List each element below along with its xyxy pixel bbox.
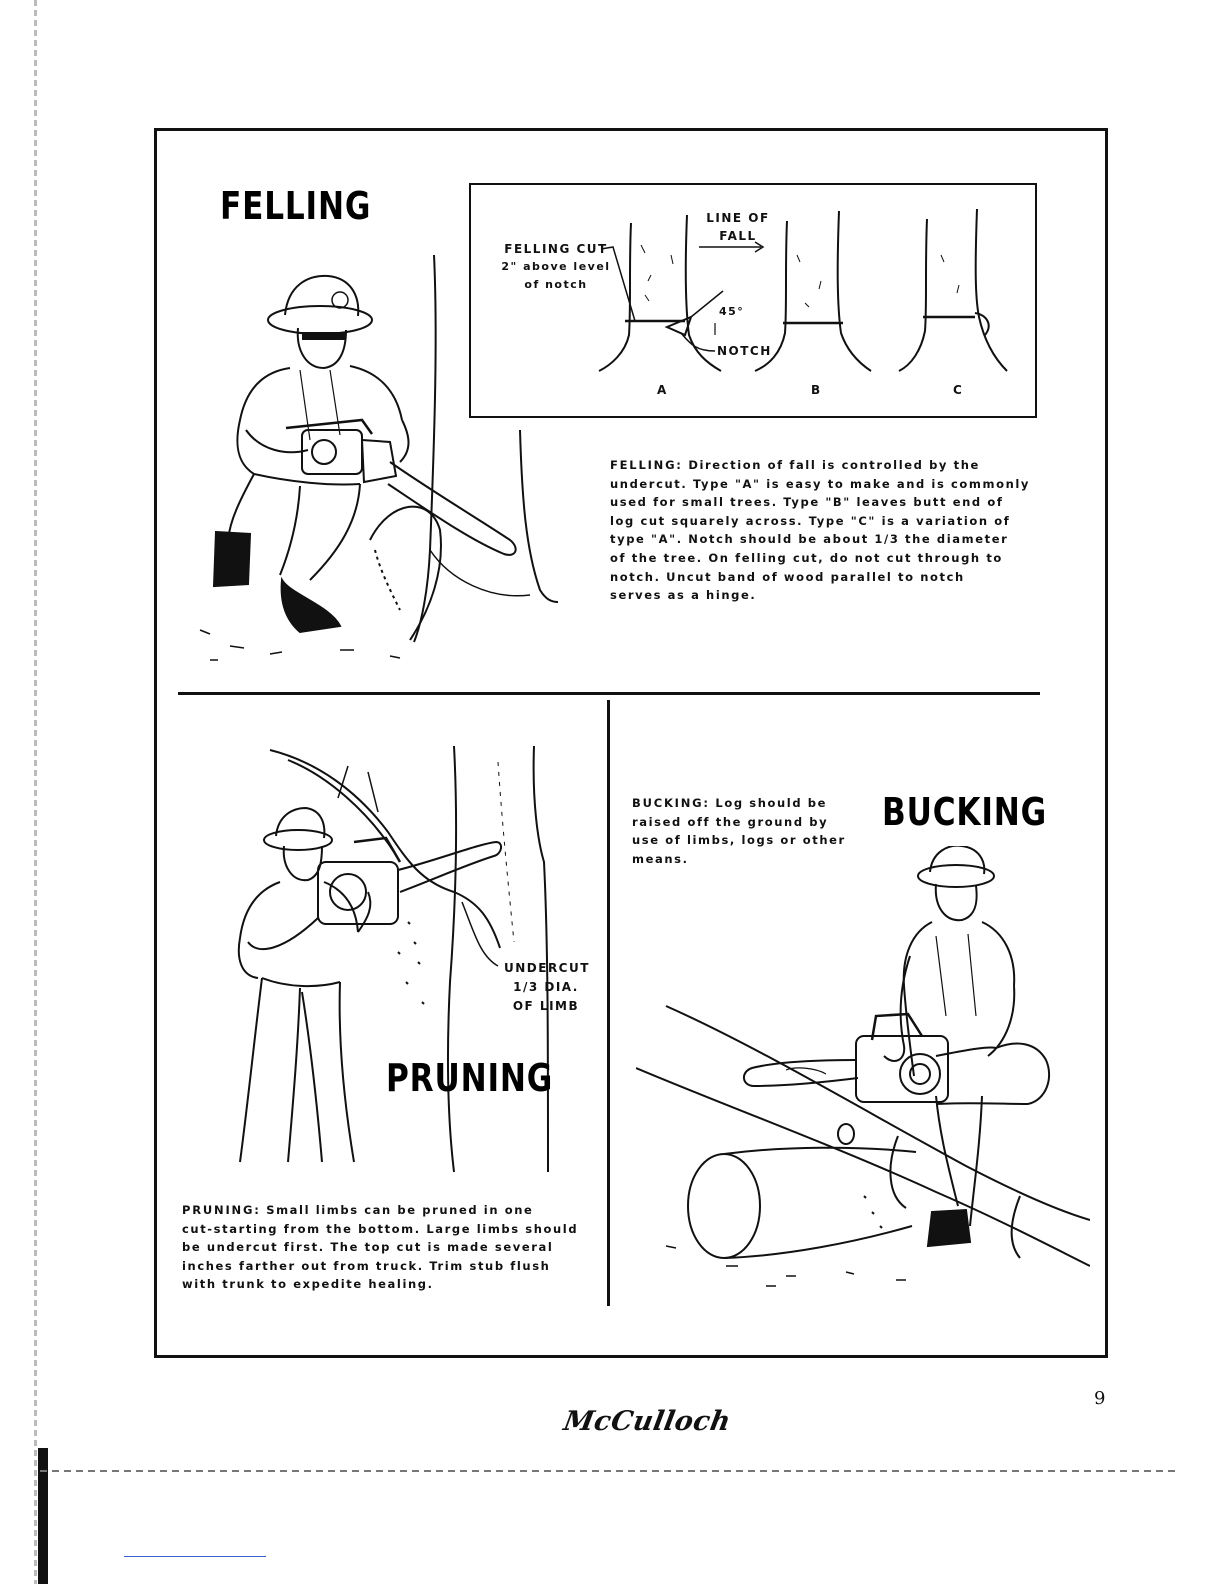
felling-heading: FELLING [220, 184, 372, 228]
felling-caption-line-3: used for small trees. Type "B" leaves butt end of [610, 495, 1004, 510]
felling-caption-line-4: log cut squarely across. Type "C" is a variation of [610, 513, 1011, 528]
felling-caption-line-5: type "A". Notch should be about 1/3 the diameter [610, 532, 1009, 547]
felling-caption-line-7: notch. Uncut band of wood parallel to notch [610, 569, 965, 584]
felling-cut-desc-2: of notch [524, 278, 588, 291]
notch-label: NOTCH [717, 344, 772, 358]
pruning-illustration [218, 742, 554, 1174]
pruning-caption-line-3: be undercut first. The top cut is made several [182, 1240, 554, 1255]
line-of-fall-line-2: FALL [719, 229, 757, 243]
pruning-caption-lead: PRUNING: [182, 1203, 261, 1217]
undercut-line-1: UNDERCUT [504, 961, 590, 975]
pruning-caption-line-5: with trunk to expedite healing. [182, 1277, 434, 1292]
pruning-caption [182, 1201, 592, 1294]
section-divider-horizontal [178, 692, 1040, 695]
bucking-caption-text-1: Log should be [709, 796, 827, 810]
type-a-label: A [657, 383, 668, 397]
undercut-label [504, 959, 588, 1016]
felling-caption-line-6: of the tree. On felling cut, do not cut through to [610, 550, 1003, 565]
line-of-fall-line-1: LINE OF [706, 211, 770, 225]
bucking-heading: BUCKING [882, 790, 1048, 834]
bucking-caption-line-3: use of limbs, logs or other [632, 833, 846, 848]
scan-edge-bottom [40, 1470, 1180, 1472]
scan-blue-mark [124, 1556, 266, 1557]
mcculloch-logo: McCulloch [561, 1406, 734, 1437]
felling-caption-text-1: Direction of fall is controlled by the [682, 458, 980, 472]
felling-cut-title: FELLING CUT [504, 242, 608, 256]
felling-cut-diagram [469, 183, 1037, 418]
pruning-caption-text-1: Small limbs can be pruned in one [260, 1203, 534, 1217]
pruning-caption-line-1 [182, 1201, 592, 1220]
bucking-illustration [636, 846, 1090, 1292]
bucking-caption-lead: BUCKING: [632, 796, 710, 810]
felling-cut-desc-1: 2" above level [501, 260, 611, 273]
section-divider-vertical [607, 700, 610, 1306]
type-b-label: B [811, 383, 822, 397]
bucking-caption-line-4: means. [632, 851, 689, 866]
felling-caption-lead: FELLING: [610, 458, 683, 472]
undercut-line-2: 1/3 DIA. [513, 980, 579, 994]
scan-edge-left [34, 0, 37, 1584]
line-of-fall-label [701, 209, 775, 245]
page-number: 9 [1094, 1388, 1106, 1409]
scan-binding-bar [38, 1448, 48, 1584]
bucking-caption-line-2: raised off the ground by [632, 814, 829, 829]
undercut-line-3: OF LIMB [512, 999, 580, 1013]
pruning-caption-line-2: cut-starting from the bottom. Large limbs should [182, 1221, 579, 1236]
felling-caption-line-1 [610, 456, 1030, 475]
type-c-label: C [953, 383, 964, 397]
pruning-heading: PRUNING [386, 1056, 554, 1100]
felling-caption-line-8: serves as a hinge. [610, 588, 757, 603]
felling-caption-line-2: undercut. Type "A" is easy to make and is commonly [610, 476, 1031, 491]
felling-cut-label [501, 240, 611, 294]
pruning-caption-line-4: inches farther out from truck. Trim stub flush [182, 1258, 551, 1273]
felling-caption [610, 456, 1030, 605]
bucking-caption-line-1 [632, 794, 862, 813]
angle-label: 45° [719, 305, 745, 318]
